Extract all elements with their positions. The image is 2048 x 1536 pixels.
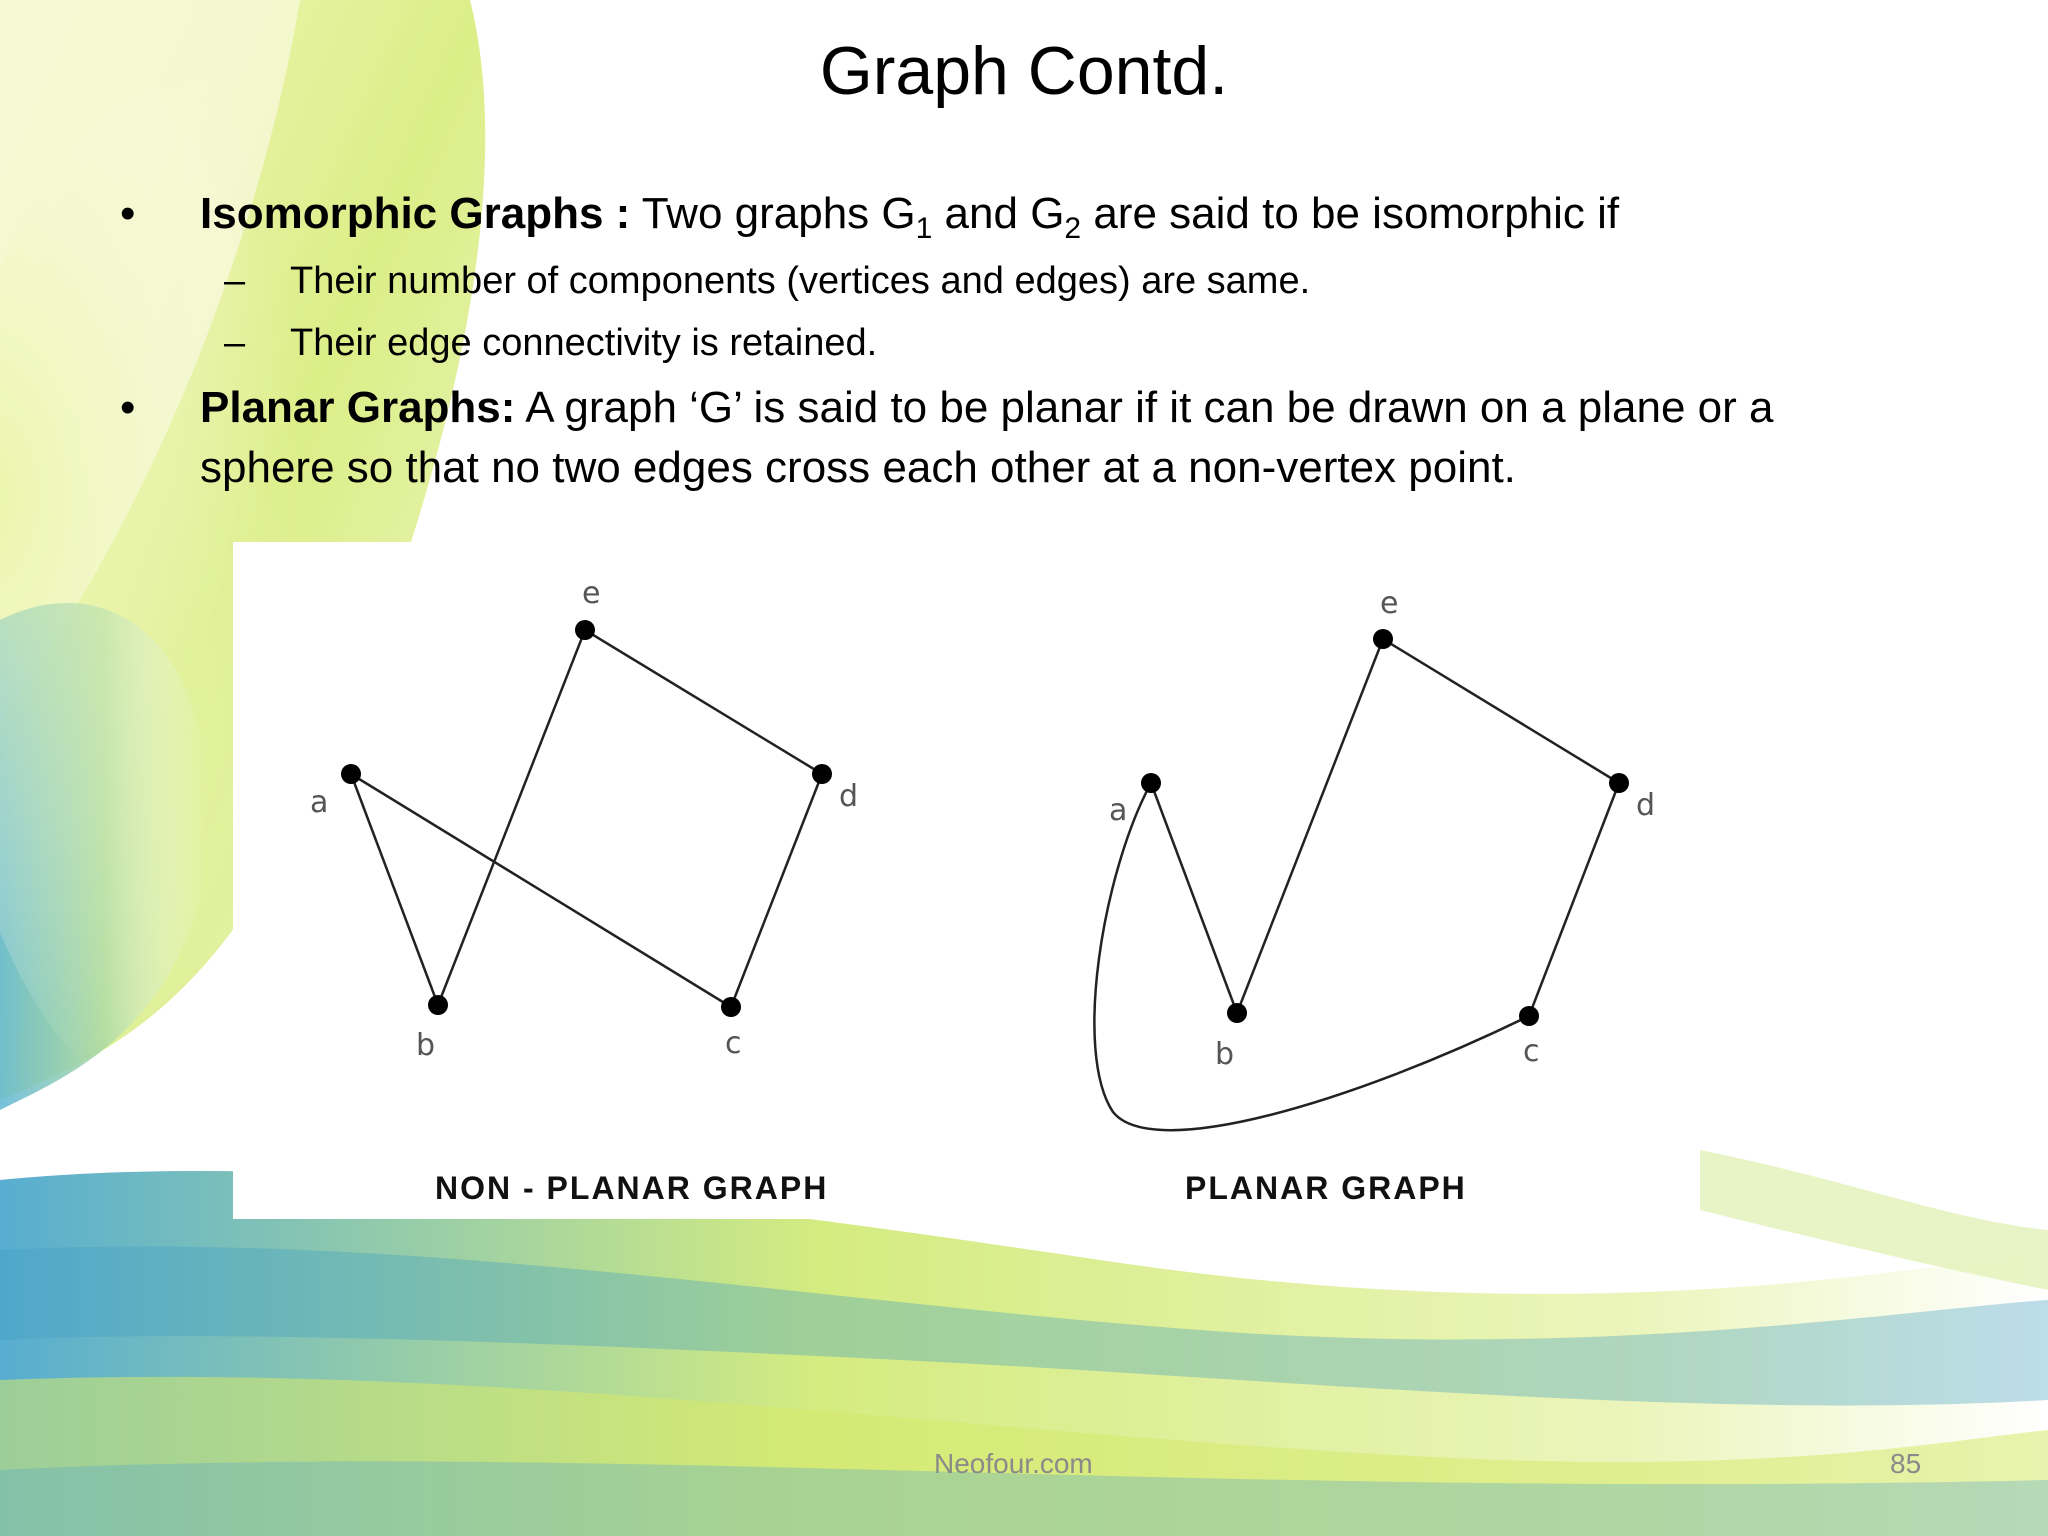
edge-d-c	[731, 774, 822, 1007]
vertex-c	[721, 997, 741, 1017]
vertex-a	[341, 764, 361, 784]
subscript-2: 2	[1064, 212, 1082, 245]
vertex-label-e: e	[1380, 586, 1399, 621]
vertex-label-b: b	[1215, 1037, 1235, 1072]
vertex-b	[1227, 1003, 1247, 1023]
isomorphic-text-3: are said to be isomorphic if	[1081, 189, 1620, 238]
vertex-a	[1141, 773, 1161, 793]
non-planar-caption: NON - PLANAR GRAPH	[435, 1170, 829, 1206]
edge-a-c	[351, 774, 731, 1007]
non-planar-graph	[351, 630, 822, 1007]
graph-figure	[233, 542, 1700, 1219]
edge-d-c	[1529, 783, 1619, 1016]
vertex-label-a: a	[1109, 793, 1128, 828]
condition-text: Their edge connectivity is retained.	[290, 322, 878, 364]
vertex-label-d: d	[1636, 788, 1656, 823]
edge-e-d	[585, 630, 822, 774]
planar-graph	[1094, 639, 1619, 1130]
edge-e-d	[1383, 639, 1619, 783]
isomorphic-term: Isomorphic Graphs :	[200, 189, 631, 238]
condition-item	[120, 256, 1920, 306]
dash-symbol: –	[224, 260, 246, 302]
slide-number: 85	[1890, 1448, 1922, 1479]
isomorphic-text-1: Two graphs G	[630, 189, 916, 238]
vertex-c	[1519, 1006, 1539, 1026]
slide-title: Graph Contd.	[819, 33, 1229, 109]
vertex-label-e: e	[582, 576, 601, 611]
vertex-d	[1609, 773, 1629, 793]
vertex-d	[812, 764, 832, 784]
vertex-label-b: b	[416, 1028, 436, 1063]
condition-text: Their number of components (vertices and edges) are same.	[290, 260, 1311, 302]
vertex-label-c: c	[1523, 1034, 1540, 1069]
vertex-label-d: d	[839, 779, 859, 814]
planar-vertices	[1141, 629, 1629, 1026]
bullet-symbol: •	[120, 189, 136, 238]
subscript-1: 1	[915, 212, 933, 245]
edge-b-e	[1237, 639, 1383, 1013]
edge-b-e	[438, 630, 585, 1005]
bullet-planar	[120, 378, 1920, 498]
bullet-isomorphic	[120, 184, 1920, 244]
isomorphic-text-2: and G	[932, 189, 1065, 238]
graph-diagram-svg	[233, 542, 1700, 1219]
condition-item	[120, 318, 1920, 368]
vertex-label-c: c	[725, 1026, 742, 1061]
dash-symbol: –	[224, 322, 246, 364]
edge-a-b	[351, 774, 438, 1005]
planar-caption: PLANAR GRAPH	[1185, 1170, 1467, 1206]
slide-content	[120, 184, 1920, 498]
vertex-e	[575, 620, 595, 640]
vertex-label-a: a	[310, 785, 329, 820]
planar-term: Planar Graphs:	[200, 383, 516, 432]
vertex-e	[1373, 629, 1393, 649]
footer-site: Neofour.com	[934, 1448, 1093, 1479]
bullet-symbol: •	[120, 383, 136, 432]
edge-a-c	[1094, 783, 1529, 1130]
vertex-b	[428, 995, 448, 1015]
planar-text: A graph ‘G’ is said to be planar if it can be drawn on a plane or a sphere so that no two edges cross each other at a non-vertex point.	[200, 383, 1774, 492]
non-planar-vertices	[341, 620, 832, 1017]
edge-a-b	[1151, 783, 1237, 1013]
